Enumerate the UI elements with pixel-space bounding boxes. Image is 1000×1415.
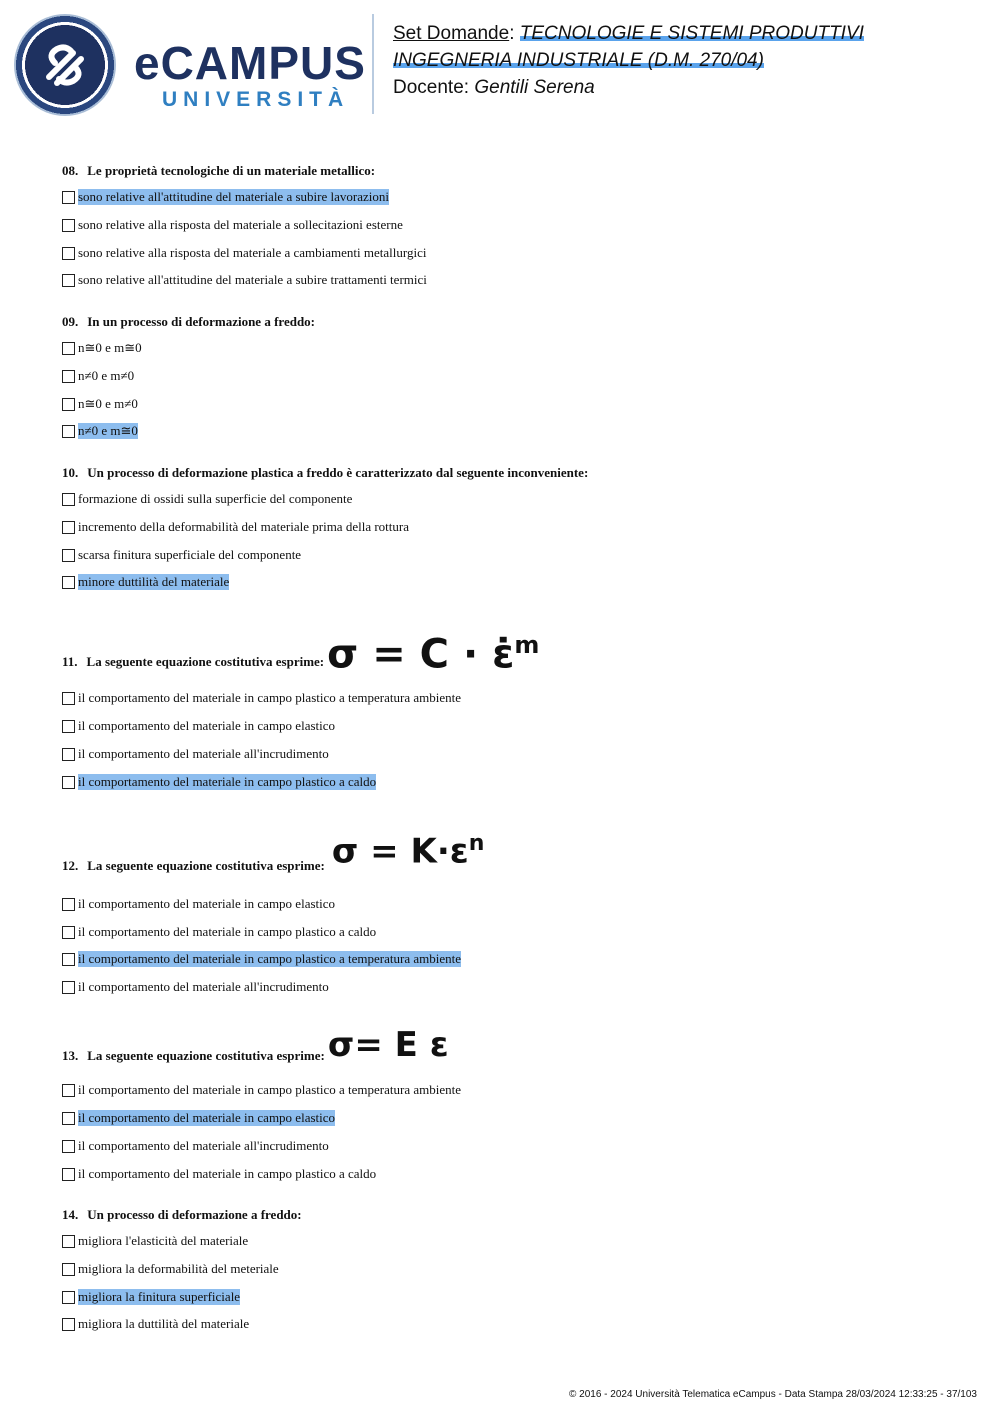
docente-name: Gentili Serena — [474, 77, 595, 98]
question-13 — [62, 1025, 942, 1181]
answer-text: il comportamento del materiale in campo plastico a temperatura ambiente — [78, 1082, 461, 1097]
answer-option[interactable] — [62, 1260, 279, 1278]
answer-text: migliora la finitura superficiale — [78, 1289, 241, 1304]
checkbox[interactable] — [62, 576, 75, 589]
answer-option[interactable] — [62, 188, 389, 206]
question-11 — [62, 620, 942, 789]
answer-option[interactable] — [62, 895, 335, 913]
question-number: 13. — [62, 1048, 79, 1063]
answer-option[interactable] — [62, 395, 138, 413]
question-08 — [62, 163, 942, 287]
question-title — [62, 620, 942, 677]
question-number: 09. — [62, 314, 79, 329]
checkbox[interactable] — [62, 776, 75, 789]
checkbox[interactable] — [62, 981, 75, 994]
checkbox[interactable] — [62, 1140, 75, 1153]
checkbox[interactable] — [62, 1235, 75, 1248]
checkbox[interactable] — [62, 493, 75, 506]
docente-label: Docente — [393, 77, 464, 98]
answer-text: n≅0 e m≠0 — [78, 396, 138, 411]
answer-option[interactable] — [62, 244, 426, 262]
checkbox[interactable] — [62, 247, 75, 260]
question-09 — [62, 314, 942, 438]
question-number: 14. — [62, 1207, 79, 1222]
answer-text: n≠0 e m≠0 — [78, 368, 135, 383]
answer-option[interactable] — [62, 271, 427, 289]
answer-option[interactable] — [62, 978, 329, 996]
answer-text: il comportamento del materiale in campo elastico — [78, 718, 336, 733]
question-title — [62, 1026, 942, 1064]
checkbox[interactable] — [62, 1084, 75, 1097]
answer-option[interactable] — [62, 1137, 329, 1155]
checkbox[interactable] — [62, 370, 75, 383]
question-14 — [62, 1207, 942, 1331]
checkbox[interactable] — [62, 926, 75, 939]
question-title — [62, 314, 942, 330]
checkbox[interactable] — [62, 342, 75, 355]
formula-main: σ = K·ε — [331, 831, 469, 871]
brand-subtitle: UNIVERSITÀ — [162, 88, 350, 111]
question-number: 10. — [62, 465, 79, 480]
checkbox[interactable] — [62, 898, 75, 911]
checkbox[interactable] — [62, 398, 75, 411]
answer-option[interactable] — [62, 490, 352, 508]
set-title-line-1: Set Domande: TECNOLOGIE E SISTEMI PRODUTTIVI — [393, 23, 864, 44]
answer-text: sono relative alla risposta del materiale a sollecitazioni esterne — [78, 217, 403, 232]
question-title — [62, 163, 942, 179]
answer-option[interactable] — [62, 1165, 376, 1183]
set-info — [393, 20, 864, 101]
answer-text: il comportamento del materiale all'incrudimento — [78, 1138, 329, 1153]
answer-text: il comportamento del materiale in campo plastico a caldo — [78, 924, 377, 939]
question-number: 11. — [62, 654, 78, 669]
answer-text: il comportamento del materiale all'incrudimento — [78, 746, 329, 761]
set-title-1: TECNOLOGIE E SISTEMI PRODUTTIVI — [519, 23, 864, 44]
formula-main: σ = C · ε̇ — [327, 631, 515, 677]
question-text: Un processo di deformazione plastica a freddo è caratterizzato dal seguente inconveniente: — [87, 465, 589, 480]
checkbox[interactable] — [62, 1112, 75, 1125]
ecampus-emblem-icon — [35, 35, 95, 95]
answer-option[interactable] — [62, 518, 409, 536]
answer-option[interactable] — [62, 773, 376, 791]
answer-option[interactable] — [62, 923, 376, 941]
answer-text: n≅0 e m≅0 — [78, 340, 142, 355]
answer-text: il comportamento del materiale in campo plastico a temperatura ambiente — [78, 951, 461, 966]
ecampus-seal-logo — [14, 14, 116, 116]
answer-text: migliora la deformabilità del meteriale — [78, 1261, 279, 1276]
answer-text: il comportamento del materiale in campo plastico a caldo — [78, 774, 377, 789]
equation-formula — [327, 630, 540, 677]
checkbox[interactable] — [62, 425, 75, 438]
checkbox[interactable] — [62, 953, 75, 966]
answer-option[interactable] — [62, 1232, 248, 1250]
checkbox[interactable] — [62, 720, 75, 733]
answer-option[interactable] — [62, 422, 138, 440]
equation-formula — [327, 1025, 449, 1065]
page-header — [0, 0, 1000, 130]
answer-option[interactable] — [62, 367, 134, 385]
answer-text: formazione di ossidi sulla superficie del componente — [78, 491, 353, 506]
checkbox[interactable] — [62, 191, 75, 204]
answer-text: il comportamento del materiale in campo elastico — [78, 896, 336, 911]
answer-option[interactable] — [62, 1315, 249, 1333]
answer-text: migliora la duttilità del materiale — [78, 1316, 250, 1331]
checkbox[interactable] — [62, 1291, 75, 1304]
answer-text: sono relative all'attitudine del materiale a subire trattamenti termici — [78, 272, 427, 287]
question-12 — [62, 826, 942, 994]
checkbox[interactable] — [62, 748, 75, 761]
answer-option[interactable] — [62, 1081, 461, 1099]
set-title-2: INGEGNERIA INDUSTRIALE (D.M. 270/04) — [393, 50, 764, 71]
answer-text: il comportamento del materiale in campo plastico a caldo — [78, 1166, 377, 1181]
checkbox[interactable] — [62, 1168, 75, 1181]
question-number: 12. — [62, 858, 79, 873]
formula-exponent: m — [514, 630, 540, 659]
answer-text: minore duttilità del materiale — [78, 574, 230, 589]
checkbox[interactable] — [62, 692, 75, 705]
set-title-line-2 — [393, 47, 864, 74]
question-title — [62, 1207, 942, 1223]
answer-text: incremento della deformabilità del materiale prima della rottura — [78, 519, 409, 534]
page-footer: © 2016 - 2024 Università Telematica eCampus - Data Stampa 28/03/2024 12:33:25 - 37/103 — [569, 1389, 977, 1400]
answer-text: migliora l'elasticità del materiale — [78, 1233, 249, 1248]
answer-text: il comportamento del materiale all'incrudimento — [78, 979, 329, 994]
answer-text: il comportamento del materiale in campo elastico — [78, 1110, 336, 1125]
question-text: La seguente equazione costitutiva esprime: — [87, 858, 325, 873]
answer-option[interactable] — [62, 689, 461, 707]
checkbox[interactable] — [62, 521, 75, 534]
question-title — [62, 465, 942, 481]
checkbox[interactable] — [62, 219, 75, 232]
question-text: La seguente equazione costitutiva esprime: — [87, 1048, 325, 1063]
answer-option[interactable] — [62, 546, 301, 564]
answer-text: n≠0 e m≅0 — [78, 423, 138, 438]
formula-main: σ= E ε — [327, 1025, 449, 1065]
checkbox[interactable] — [62, 274, 75, 287]
question-text: La seguente equazione costitutiva esprime: — [86, 654, 325, 669]
question-text: Le proprietà tecnologiche di un materiale metallico: — [87, 163, 376, 178]
question-text: Un processo di deformazione a freddo: — [87, 1207, 302, 1222]
brand-name: eCAMPUS — [134, 37, 366, 89]
answer-option[interactable] — [62, 216, 403, 234]
answer-option[interactable] — [62, 339, 142, 357]
header-divider — [372, 14, 374, 114]
checkbox[interactable] — [62, 1318, 75, 1331]
checkbox[interactable] — [62, 549, 75, 562]
answer-text: il comportamento del materiale in campo plastico a temperatura ambiente — [78, 690, 461, 705]
answer-option[interactable] — [62, 950, 461, 968]
formula-exponent: n — [468, 830, 485, 856]
answer-text: scarsa finitura superficiale del componente — [78, 547, 302, 562]
answer-option[interactable] — [62, 745, 329, 763]
answer-option[interactable] — [62, 1288, 240, 1306]
answer-text: sono relative all'attitudine del materiale a subire lavorazioni — [78, 189, 389, 204]
question-text: In un processo di deformazione a freddo: — [87, 314, 315, 329]
question-title — [62, 826, 942, 874]
answer-text: sono relative alla risposta del materiale a cambiamenti metallurgici — [78, 245, 427, 260]
question-10 — [62, 465, 942, 589]
answer-option[interactable] — [62, 573, 229, 591]
answer-option[interactable] — [62, 1109, 335, 1127]
checkbox[interactable] — [62, 1263, 75, 1276]
set-label: Set Domande — [393, 23, 510, 44]
question-number: 08. — [62, 163, 79, 178]
equation-formula — [331, 830, 485, 871]
docente-line: Docente: Gentili Serena — [393, 77, 595, 98]
answer-option[interactable] — [62, 717, 335, 735]
